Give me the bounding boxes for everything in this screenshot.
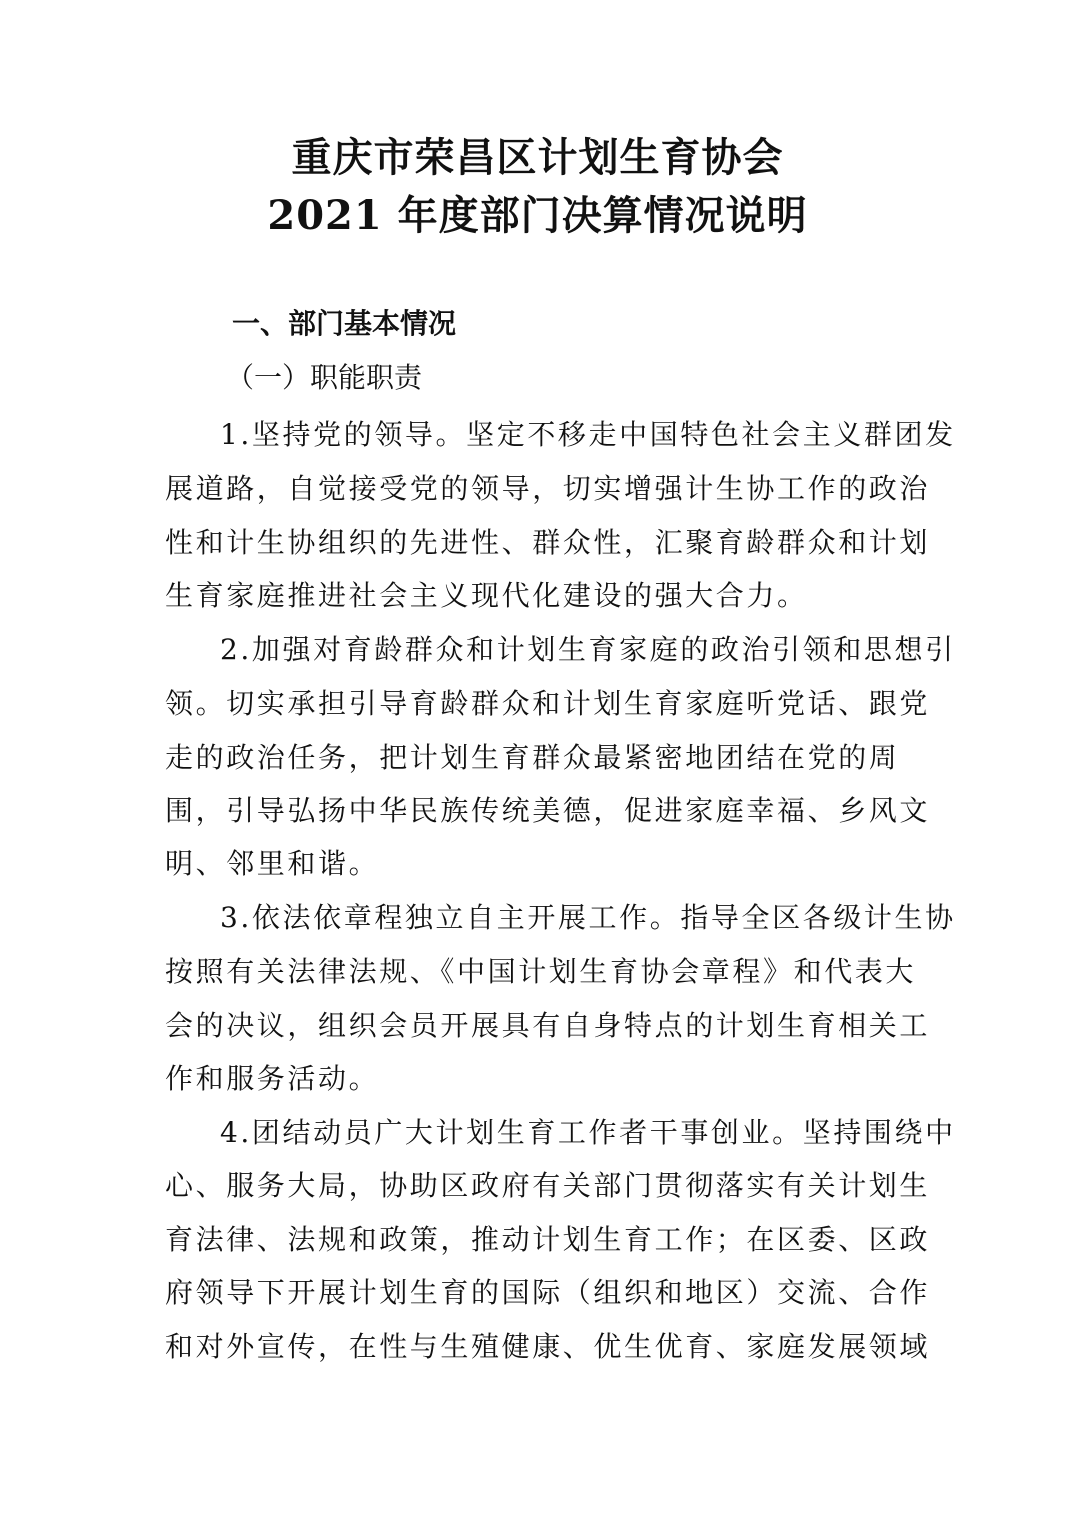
paragraph-1-line-2: 展道路，自觉接受党的领导，切实增强计生协工作的政治 xyxy=(165,472,931,505)
subsection-heading: （一）职能职责 xyxy=(226,361,423,394)
paragraph-1-line-3: 性和计生协组织的先进性、群众性，汇聚育龄群众和计划 xyxy=(165,526,931,559)
paragraph-4-line-4: 府领导下开展计划生育的国际（组织和地区）交流、合作 xyxy=(165,1276,931,1309)
paragraph-3-line-2: 按照有关法律法规、《中国计划生育协会章程》和代表大 xyxy=(165,955,917,988)
paragraph-2-line-5: 明、邻里和谐。 xyxy=(165,847,380,880)
paragraph-1-line-4: 生育家庭推进社会主义现代化建设的强大合力。 xyxy=(165,579,808,612)
paragraph-4-line-5: 和对外宣传，在性与生殖健康、优生优育、家庭发展领域 xyxy=(165,1330,931,1363)
document-title-line-2: 2021 年度部门决算情况说明 xyxy=(267,192,808,239)
section-heading: 一、部门基本情况 xyxy=(232,307,457,340)
paragraph-4-line-2: 心、服务大局，协助区政府有关部门贯彻落实有关计划生 xyxy=(165,1169,931,1202)
paragraph-4-line-3: 育法律、法规和政策，推动计划生育工作；在区委、区政 xyxy=(165,1223,931,1256)
paragraph-2-line-4: 围，引导弘扬中华民族传统美德，促进家庭幸福、乡风文 xyxy=(165,794,931,827)
paragraph-2-line-2: 领。切实承担引导育龄群众和计划生育家庭听党话、跟党 xyxy=(165,687,931,720)
paragraph-3-line-1: 3.依法依章程独立自主开展工作。指导全区各级计生协 xyxy=(220,901,956,934)
paragraph-3-line-3: 会的决议，组织会员开展具有自身特点的计划生育相关工 xyxy=(165,1009,931,1042)
document-title-line-1: 重庆市荣昌区计划生育协会 xyxy=(291,134,784,181)
paragraph-1-line-1: 1.坚持党的领导。坚定不移走中国特色社会主义群团发 xyxy=(220,418,956,451)
paragraph-3-line-4: 作和服务活动。 xyxy=(165,1062,380,1095)
paragraph-2-line-3: 走的政治任务，把计划生育群众最紧密地团结在党的周 xyxy=(165,741,900,774)
paragraph-2-line-1: 2.加强对育龄群众和计划生育家庭的政治引领和思想引 xyxy=(220,633,956,666)
paragraph-4-line-1: 4.团结动员广大计划生育工作者干事创业。坚持围绕中 xyxy=(220,1116,956,1149)
